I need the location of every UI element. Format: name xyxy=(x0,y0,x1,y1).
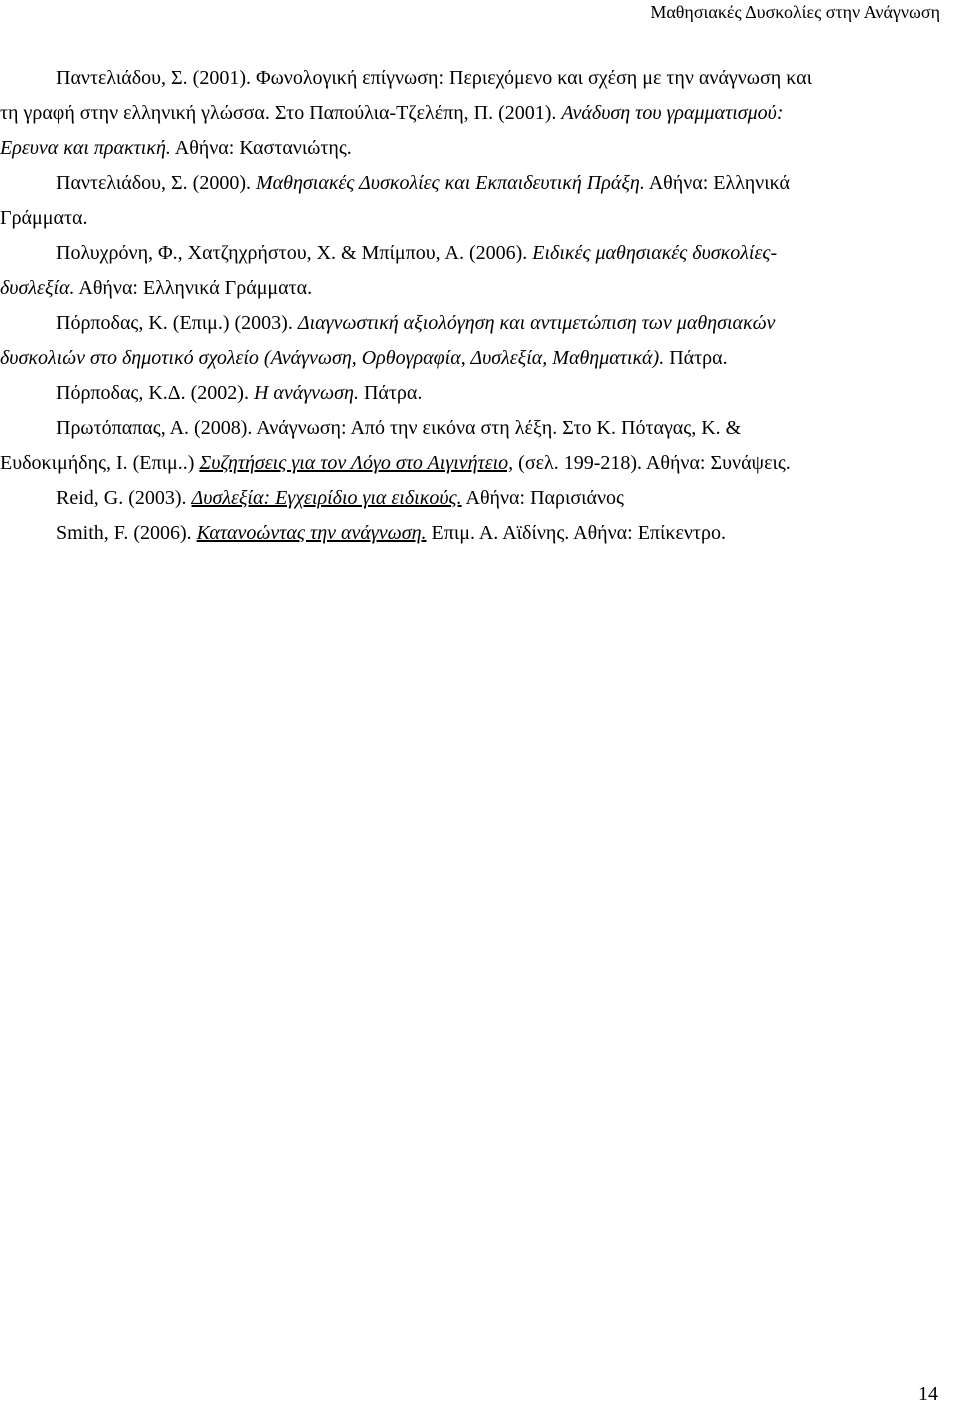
reference-line: Smith, F. (2006). Κατανοώντας την ανάγνωση. Επιμ. Α. Αϊδίνης. Αθήνα: Επίκεντρο. xyxy=(56,522,726,544)
reference-line: Πόρποδας, Κ. (Επιμ.) (2003). Διαγνωστική αξιολόγηση και αντιμετώπιση των μαθησιακών xyxy=(56,312,776,334)
work-title: Διαγνωστική αξιολόγηση και αντιμετώπιση των μαθησιακών xyxy=(297,312,776,334)
reference-line: Reid, G. (2003). Δυσλεξία: Εγχειρίδιο για ειδικούς. Αθήνα: Παρισιάνος xyxy=(56,487,624,509)
reference-line: Γράμματα. xyxy=(0,207,88,229)
reference-line: Πρωτόπαπας, Α. (2008). Ανάγνωση: Από την εικόνα στη λέξη. Στο Κ. Πόταγας, Κ. & xyxy=(56,417,742,439)
page-number: 14 xyxy=(918,1383,938,1405)
work-title: δυσκολιών στο δημοτικό σχολείο (Ανάγνωση, Ορθογραφία, Δυσλεξία, Μαθηματικά). xyxy=(0,347,665,369)
work-title: Συζητήσεις για τον Λόγο στο Αιγινήτειο, xyxy=(199,452,514,474)
reference-line: Πόρποδας, Κ.Δ. (2002). Η ανάγνωση. Πάτρα. xyxy=(56,382,423,404)
reference-line: Ερευνα και πρακτική. Αθήνα: Καστανιώτης. xyxy=(0,137,352,159)
reference-line: δυσκολιών στο δημοτικό σχολείο (Ανάγνωση, Ορθογραφία, Δυσλεξία, Μαθηματικά). Πάτρα. xyxy=(0,347,728,369)
reference-line: τη γραφή στην ελληνική γλώσσα. Στο Παπούλια-Τζελέπη, Π. (2001). Ανάδυση του γραμματισμού: xyxy=(0,102,784,124)
work-title: δυσλεξία. xyxy=(0,277,75,299)
work-title: Η ανάγνωση. xyxy=(253,382,359,404)
running-header: Μαθησιακές Δυσκολίες στην Ανάγνωση xyxy=(650,2,940,22)
work-title: Ερευνα και πρακτική. xyxy=(0,137,171,159)
reference-line: Ευδοκιμήδης, Ι. (Επιμ..) Συζητήσεις για τον Λόγο στο Αιγινήτειο, (σελ. 199-218). Αθήνα: Συνάψεις. xyxy=(0,452,791,474)
reference-line: Παντελιάδου, Σ. (2001). Φωνολογική επίγνωση: Περιεχόμενο και σχέση με την ανάγνωση και xyxy=(56,67,812,89)
reference-line: δυσλεξία. Αθήνα: Ελληνικά Γράμματα. xyxy=(0,277,313,299)
work-title: Μαθησιακές Δυσκολίες και Εκπαιδευτική Πράξη. xyxy=(256,172,645,194)
work-title: Ειδικές μαθησιακές δυσκολίες- xyxy=(532,242,778,264)
reference-line: Πολυχρόνη, Φ., Χατζηχρήστου, Χ. & Μπίμπου, Α. (2006). Ειδικές μαθησιακές δυσκολίες- xyxy=(56,242,778,264)
work-title: Ανάδυση του γραμματισμού: xyxy=(561,102,784,124)
work-title: Κατανοώντας την ανάγνωση. xyxy=(196,522,427,544)
reference-line: Παντελιάδου, Σ. (2000). Μαθησιακές Δυσκολίες και Εκπαιδευτική Πράξη. Αθήνα: Ελληνικά xyxy=(56,172,790,194)
work-title: Δυσλεξία: Εγχειρίδιο για ειδικούς. xyxy=(191,487,462,509)
